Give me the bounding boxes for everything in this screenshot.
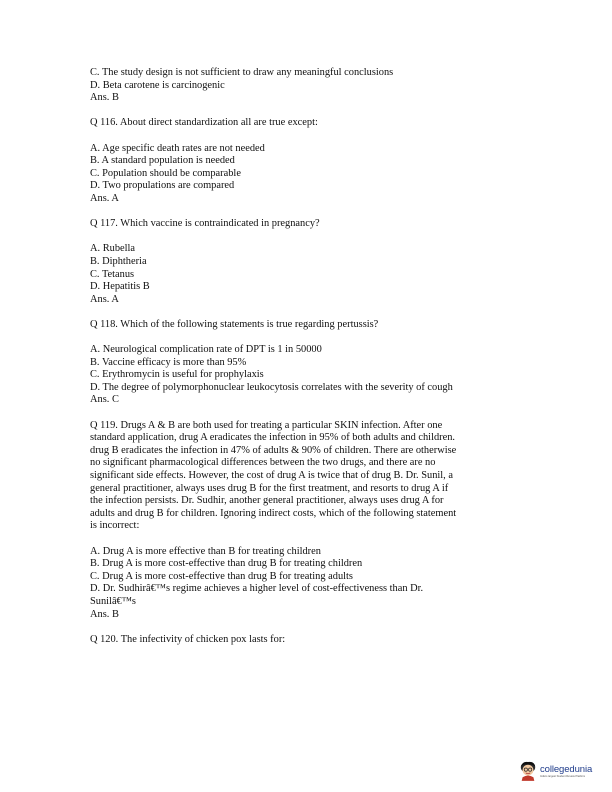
q115-option-d: D. Beta carotene is carcinogenic	[90, 79, 225, 91]
q119-question-line: significant side effects. However, the cost of drug A is twice that of drug B. Dr. Sunil, a	[90, 470, 453, 481]
q120-question: Q 120. The infectivity of chicken pox lasts for:	[90, 633, 286, 645]
q118-answer: Ans. C	[90, 394, 119, 406]
document-page	[90, 67, 522, 646]
q118-question: Q 118. Which of the following statements is true regarding pertussis?	[90, 318, 379, 330]
q117-option: A. Rubella	[90, 243, 136, 255]
q116-option: C. Population should be comparable	[90, 167, 241, 179]
q116-option: D. Two propulations are compared	[90, 180, 235, 192]
q119-question-line: standard application, drug A eradicates the infection in 95% of both adults and children.	[90, 432, 456, 444]
q118-option: C. Erythromycin is useful for prophylaxis	[90, 369, 264, 381]
q117-answer: Ans. A	[90, 293, 119, 305]
q117-question: Q 117. Which vaccine is contraindicated in pregnancy?	[90, 218, 320, 230]
q119-question-line: is incorrect:	[90, 520, 140, 532]
q119-option: B. Drug A is more cost-effective than drug B for treating children	[90, 558, 363, 570]
q115-option-c: C. The study design is not sufficient to draw any meaningful conclusions	[90, 67, 394, 78]
q119-option: D. Dr. Sudhirâ€™s regime achieves a higher level of cost-effectiveness than Dr.	[90, 583, 424, 595]
q117-option: C. Tetanus	[90, 268, 135, 280]
logo-name: collegedunia	[540, 763, 593, 775]
q119-question-line: adults and drug B for children. Ignoring indirect costs, which of the following statement	[90, 507, 457, 519]
q116-option: B. A standard population is needed	[90, 155, 235, 167]
q119-question-line: the infection persists. Dr. Sudhir, another general practitioner, always uses drug A for	[90, 495, 444, 507]
q117-option: B. Diphtheria	[90, 255, 147, 267]
q119-option-continued: Sunilâ€™s	[90, 595, 136, 607]
q119-question-line: Q 119. Drugs A & B are both used for treating a particular SKIN infection. After one	[90, 419, 443, 431]
q117-option: D. Hepatitis B	[90, 281, 150, 293]
q118-option: B. Vaccine efficacy is more than 95%	[90, 356, 247, 368]
q119-question-line: drug B eradicates the infection in 47% of adults & 90% of children. There are otherwise	[90, 444, 457, 456]
q119-question-line: general practitioner, always uses drug B for the first treatment, and resorts to drug A if	[90, 482, 449, 494]
logo-mascot-icon	[519, 761, 537, 781]
q119-option: A. Drug A is more effective than B for treating children	[90, 545, 321, 557]
q118-option: A. Neurological complication rate of DPT is 1 in 50000	[90, 344, 322, 356]
q116-option: A. Age specific death rates are not needed	[90, 142, 265, 154]
q119-answer: Ans. B	[90, 608, 119, 620]
q116-answer: Ans. A	[90, 192, 119, 204]
logo-tagline: India's largest Student Review Platform	[540, 774, 586, 778]
q118-option: D. The degree of polymorphonuclear leukocytosis correlates with the severity of cough	[90, 381, 453, 393]
collegedunia-logo[interactable]	[519, 758, 607, 784]
q116-question: Q 116. About direct standardization all are true except:	[90, 117, 318, 129]
q115-answer: Ans. B	[90, 92, 119, 104]
q119-question-line: no significant pharmacological differences between the two drugs, and there are no	[90, 457, 436, 469]
q119-option: C. Drug A is more cost-effective than drug B for treating adults	[90, 570, 353, 582]
